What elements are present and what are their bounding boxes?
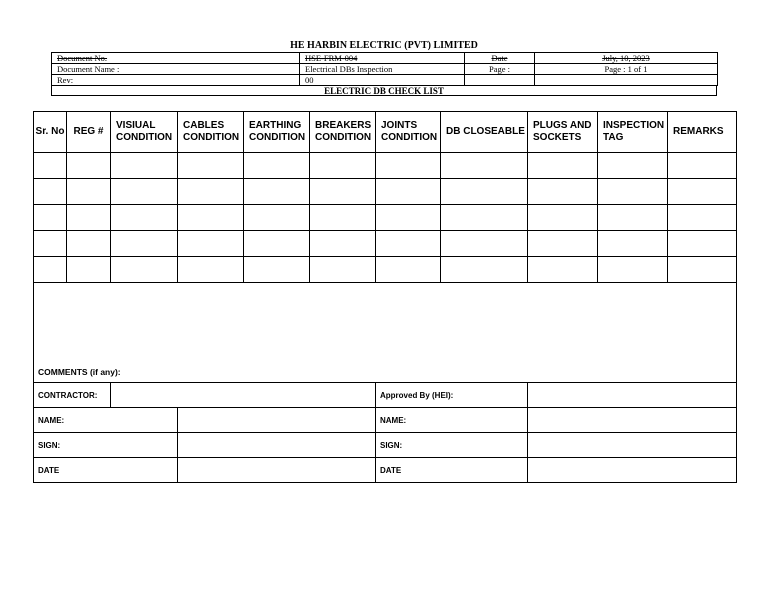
left-sign-label: SIGN: — [34, 433, 178, 458]
table-cell[interactable] — [598, 205, 668, 231]
right-sign-label: SIGN: — [376, 433, 528, 458]
checklist-table — [33, 111, 737, 483]
table-cell[interactable] — [598, 257, 668, 283]
company-name: HE HARBIN ELECTRIC (PVT) LIMITED — [290, 40, 478, 51]
column-header-cables-condition: CABLES CONDITION — [178, 112, 244, 153]
page-label: Page : — [465, 64, 535, 75]
table-cell[interactable] — [528, 205, 598, 231]
column-header-plugs-and-sockets: PLUGS AND SOCKETS — [528, 112, 598, 153]
table-cell[interactable] — [668, 179, 737, 205]
table-cell[interactable] — [598, 231, 668, 257]
table-cell[interactable] — [441, 205, 528, 231]
table-row — [34, 153, 737, 179]
contractor-row — [34, 383, 737, 408]
page-value: Page : 1 of 1 — [535, 64, 718, 75]
table-cell[interactable] — [111, 257, 178, 283]
table-cell[interactable] — [598, 179, 668, 205]
table-cell[interactable] — [34, 153, 67, 179]
table-cell[interactable] — [668, 205, 737, 231]
table-cell[interactable] — [244, 257, 310, 283]
table-cell[interactable] — [441, 179, 528, 205]
table-cell[interactable] — [376, 257, 441, 283]
column-header-breakers-condition: BREAKERS CONDITION — [310, 112, 376, 153]
data-rows — [34, 153, 737, 283]
table-cell[interactable] — [34, 179, 67, 205]
contractor-label: CONTRACTOR: — [34, 383, 111, 408]
table-cell[interactable] — [376, 179, 441, 205]
table-row — [34, 231, 737, 257]
table-cell[interactable] — [67, 153, 111, 179]
rev-blank-cell — [535, 75, 718, 86]
approved-by-label: Approved By (HEI): — [376, 383, 528, 408]
comments-label: COMMENTS (if any): — [34, 283, 737, 383]
table-cell[interactable] — [668, 231, 737, 257]
table-cell[interactable] — [111, 231, 178, 257]
table-cell[interactable] — [67, 257, 111, 283]
table-cell[interactable] — [376, 231, 441, 257]
column-header-visual-condition: VISIUAL CONDITION — [111, 112, 178, 153]
column-header-remarks: REMARKS — [668, 112, 737, 153]
table-cell[interactable] — [34, 231, 67, 257]
document-name-value: Electrical DBs Inspection — [300, 64, 465, 75]
table-cell[interactable] — [244, 231, 310, 257]
table-cell[interactable] — [111, 179, 178, 205]
table-cell[interactable] — [441, 257, 528, 283]
table-cell[interactable] — [376, 153, 441, 179]
date-value: July, 10, 2023 — [535, 53, 718, 64]
table-cell[interactable] — [310, 153, 376, 179]
left-date-label: DATE — [34, 458, 178, 483]
table-cell[interactable] — [178, 153, 244, 179]
table-row — [34, 179, 737, 205]
document-header — [51, 52, 718, 86]
table-cell[interactable] — [244, 205, 310, 231]
table-cell[interactable] — [376, 205, 441, 231]
table-cell[interactable] — [178, 257, 244, 283]
table-cell[interactable] — [668, 257, 737, 283]
date-label: Date — [465, 53, 535, 64]
signoff-row — [34, 433, 737, 458]
signoff-row — [34, 408, 737, 433]
table-cell[interactable] — [244, 179, 310, 205]
table-cell[interactable] — [34, 257, 67, 283]
right-date-field[interactable] — [528, 458, 737, 483]
table-cell[interactable] — [67, 179, 111, 205]
table-cell[interactable] — [668, 153, 737, 179]
signoff-row — [34, 458, 737, 483]
table-cell[interactable] — [310, 179, 376, 205]
right-name-field[interactable] — [528, 408, 737, 433]
table-cell[interactable] — [528, 153, 598, 179]
table-cell[interactable] — [67, 205, 111, 231]
table-cell[interactable] — [528, 257, 598, 283]
table-cell[interactable] — [178, 205, 244, 231]
table-cell[interactable] — [34, 205, 67, 231]
document-no-value: HSE-FRM-004 — [300, 53, 465, 64]
rev-value: 00 — [300, 75, 465, 86]
table-row — [34, 205, 737, 231]
document-name-label: Document Name : — [52, 64, 300, 75]
table-cell[interactable] — [67, 231, 111, 257]
rev-label: Rev: — [52, 75, 300, 86]
document-no-label: Document No. — [52, 53, 300, 64]
left-date-field[interactable] — [178, 458, 376, 483]
table-cell[interactable] — [441, 231, 528, 257]
table-cell[interactable] — [598, 153, 668, 179]
comments-row — [34, 283, 737, 383]
table-cell[interactable] — [310, 231, 376, 257]
table-cell[interactable] — [244, 153, 310, 179]
column-header-sr-no: Sr. No — [34, 112, 67, 153]
table-cell[interactable] — [111, 205, 178, 231]
table-row — [34, 257, 737, 283]
column-header-reg: REG # — [67, 112, 111, 153]
table-cell[interactable] — [111, 153, 178, 179]
table-cell[interactable] — [528, 231, 598, 257]
right-date-label: DATE — [376, 458, 528, 483]
table-cell[interactable] — [528, 179, 598, 205]
table-cell[interactable] — [310, 205, 376, 231]
left-sign-field[interactable] — [178, 433, 376, 458]
table-cell[interactable] — [178, 231, 244, 257]
column-header-inspection-tag: INSPECTION TAG — [598, 112, 668, 153]
approved-by-field[interactable] — [528, 383, 737, 408]
right-sign-field[interactable] — [528, 433, 737, 458]
column-header-earthing-condition: EARTHING CONDITION — [244, 112, 310, 153]
table-cell[interactable] — [178, 179, 244, 205]
right-name-label: NAME: — [376, 408, 528, 433]
table-cell[interactable] — [441, 153, 528, 179]
column-header-joints-condition: JOINTS CONDITION — [376, 112, 441, 153]
left-name-label: NAME: — [34, 408, 178, 433]
column-header-db-closeable: DB CLOSEABLE — [441, 112, 528, 153]
contractor-field[interactable] — [111, 383, 376, 408]
rev-blank-cell — [465, 75, 535, 86]
checklist-title: ELECTRIC DB CHECK LIST — [51, 85, 717, 96]
table-cell[interactable] — [310, 257, 376, 283]
header-row — [34, 112, 737, 153]
left-name-field[interactable] — [178, 408, 376, 433]
